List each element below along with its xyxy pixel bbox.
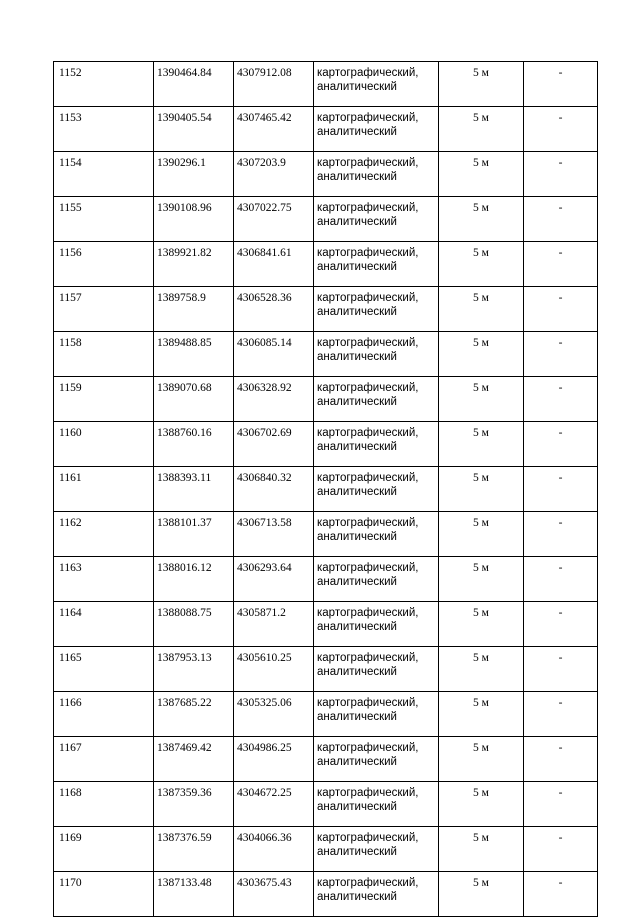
accuracy-cell: 5 м (439, 647, 524, 692)
method-cell (314, 107, 439, 152)
method-cell (314, 692, 439, 737)
method-line-1: картографический, (317, 202, 419, 214)
accuracy-cell: 5 м (439, 197, 524, 242)
method-line-2: аналитический (317, 891, 397, 903)
y-coordinate-cell: 4306840.32 (234, 467, 314, 512)
point-number-cell: 1170 (54, 872, 154, 917)
method-line-2: аналитический (317, 531, 397, 543)
x-coordinate-cell: 1390108.96 (154, 197, 234, 242)
method-line-2: аналитический (317, 126, 397, 138)
point-number-cell: 1160 (54, 422, 154, 467)
note-cell: - (524, 287, 598, 332)
method-line-2: аналитический (317, 81, 397, 93)
method-line-2: аналитический (317, 711, 397, 723)
method-cell (314, 737, 439, 782)
accuracy-cell: 5 м (439, 62, 524, 107)
method-cell (314, 287, 439, 332)
method-line-1: картографический, (317, 877, 419, 889)
table-row (54, 242, 598, 287)
method-line-1: картографический, (317, 517, 419, 529)
method-line-1: картографический, (317, 607, 419, 619)
method-cell (314, 197, 439, 242)
method-cell (314, 377, 439, 422)
x-coordinate-cell: 1390405.54 (154, 107, 234, 152)
x-coordinate-cell: 1387376.59 (154, 827, 234, 872)
method-line-1: картографический, (317, 562, 419, 574)
point-number-cell: 1154 (54, 152, 154, 197)
table-row (54, 737, 598, 782)
note-cell: - (524, 422, 598, 467)
note-cell: - (524, 197, 598, 242)
note-cell: - (524, 692, 598, 737)
x-coordinate-cell: 1389921.82 (154, 242, 234, 287)
method-line-1: картографический, (317, 292, 419, 304)
table-row (54, 602, 598, 647)
y-coordinate-cell: 4304672.25 (234, 782, 314, 827)
y-coordinate-cell: 4307022.75 (234, 197, 314, 242)
y-coordinate-cell: 4306841.61 (234, 242, 314, 287)
point-number-cell: 1167 (54, 737, 154, 782)
point-number-cell: 1159 (54, 377, 154, 422)
method-line-1: картографический, (317, 337, 419, 349)
method-cell (314, 512, 439, 557)
method-line-1: картографический, (317, 697, 419, 709)
y-coordinate-cell: 4305610.25 (234, 647, 314, 692)
note-cell: - (524, 467, 598, 512)
accuracy-cell: 5 м (439, 692, 524, 737)
coordinates-table (53, 61, 598, 917)
x-coordinate-cell: 1388088.75 (154, 602, 234, 647)
table-row (54, 782, 598, 827)
note-cell: - (524, 827, 598, 872)
x-coordinate-cell: 1388016.12 (154, 557, 234, 602)
method-line-2: аналитический (317, 801, 397, 813)
method-line-1: картографический, (317, 472, 419, 484)
table-row (54, 62, 598, 107)
note-cell: - (524, 512, 598, 557)
method-cell (314, 62, 439, 107)
point-number-cell: 1162 (54, 512, 154, 557)
x-coordinate-cell: 1387133.48 (154, 872, 234, 917)
note-cell: - (524, 737, 598, 782)
point-number-cell: 1153 (54, 107, 154, 152)
y-coordinate-cell: 4306713.58 (234, 512, 314, 557)
method-cell (314, 782, 439, 827)
method-line-1: картографический, (317, 67, 419, 79)
y-coordinate-cell: 4303675.43 (234, 872, 314, 917)
x-coordinate-cell: 1387685.22 (154, 692, 234, 737)
note-cell: - (524, 377, 598, 422)
method-line-1: картографический, (317, 742, 419, 754)
method-line-1: картографический, (317, 157, 419, 169)
table-row (54, 512, 598, 557)
x-coordinate-cell: 1389758.9 (154, 287, 234, 332)
point-number-cell: 1155 (54, 197, 154, 242)
table-row (54, 332, 598, 377)
x-coordinate-cell: 1387359.36 (154, 782, 234, 827)
table-row (54, 467, 598, 512)
method-line-2: аналитический (317, 621, 397, 633)
method-line-1: картографический, (317, 427, 419, 439)
table-row (54, 647, 598, 692)
method-cell (314, 647, 439, 692)
point-number-cell: 1166 (54, 692, 154, 737)
note-cell: - (524, 242, 598, 287)
y-coordinate-cell: 4305325.06 (234, 692, 314, 737)
x-coordinate-cell: 1389070.68 (154, 377, 234, 422)
y-coordinate-cell: 4307465.42 (234, 107, 314, 152)
accuracy-cell: 5 м (439, 827, 524, 872)
x-coordinate-cell: 1388393.11 (154, 467, 234, 512)
accuracy-cell: 5 м (439, 152, 524, 197)
point-number-cell: 1163 (54, 557, 154, 602)
method-line-2: аналитический (317, 486, 397, 498)
method-cell (314, 242, 439, 287)
method-line-2: аналитический (317, 846, 397, 858)
y-coordinate-cell: 4306328.92 (234, 377, 314, 422)
method-line-1: картографический, (317, 832, 419, 844)
method-line-1: картографический, (317, 652, 419, 664)
method-cell (314, 467, 439, 512)
method-line-2: аналитический (317, 396, 397, 408)
y-coordinate-cell: 4306085.14 (234, 332, 314, 377)
method-line-2: аналитический (317, 756, 397, 768)
accuracy-cell: 5 м (439, 332, 524, 377)
accuracy-cell: 5 м (439, 512, 524, 557)
note-cell: - (524, 332, 598, 377)
y-coordinate-cell: 4306528.36 (234, 287, 314, 332)
method-line-1: картографический, (317, 247, 419, 259)
table-row (54, 827, 598, 872)
x-coordinate-cell: 1387953.13 (154, 647, 234, 692)
point-number-cell: 1157 (54, 287, 154, 332)
y-coordinate-cell: 4307912.08 (234, 62, 314, 107)
note-cell: - (524, 107, 598, 152)
method-cell (314, 422, 439, 467)
accuracy-cell: 5 м (439, 782, 524, 827)
method-line-1: картографический, (317, 112, 419, 124)
x-coordinate-cell: 1387469.42 (154, 737, 234, 782)
point-number-cell: 1152 (54, 62, 154, 107)
note-cell: - (524, 62, 598, 107)
note-cell: - (524, 602, 598, 647)
accuracy-cell: 5 м (439, 377, 524, 422)
point-number-cell: 1168 (54, 782, 154, 827)
accuracy-cell: 5 м (439, 737, 524, 782)
table-row (54, 422, 598, 467)
method-cell (314, 152, 439, 197)
point-number-cell: 1165 (54, 647, 154, 692)
table-row (54, 377, 598, 422)
table-row (54, 152, 598, 197)
y-coordinate-cell: 4304066.36 (234, 827, 314, 872)
y-coordinate-cell: 4306293.64 (234, 557, 314, 602)
point-number-cell: 1169 (54, 827, 154, 872)
method-line-1: картографический, (317, 382, 419, 394)
accuracy-cell: 5 м (439, 242, 524, 287)
method-cell (314, 602, 439, 647)
method-line-2: аналитический (317, 666, 397, 678)
x-coordinate-cell: 1389488.85 (154, 332, 234, 377)
coordinates-table-body (54, 62, 598, 917)
point-number-cell: 1158 (54, 332, 154, 377)
table-row (54, 872, 598, 917)
accuracy-cell: 5 м (439, 602, 524, 647)
note-cell: - (524, 647, 598, 692)
table-row (54, 692, 598, 737)
y-coordinate-cell: 4307203.9 (234, 152, 314, 197)
note-cell: - (524, 152, 598, 197)
accuracy-cell: 5 м (439, 287, 524, 332)
method-line-2: аналитический (317, 261, 397, 273)
y-coordinate-cell: 4304986.25 (234, 737, 314, 782)
accuracy-cell: 5 м (439, 872, 524, 917)
table-row (54, 287, 598, 332)
x-coordinate-cell: 1388101.37 (154, 512, 234, 557)
method-line-2: аналитический (317, 441, 397, 453)
method-line-1: картографический, (317, 787, 419, 799)
x-coordinate-cell: 1390464.84 (154, 62, 234, 107)
x-coordinate-cell: 1388760.16 (154, 422, 234, 467)
note-cell: - (524, 557, 598, 602)
y-coordinate-cell: 4306702.69 (234, 422, 314, 467)
method-cell (314, 827, 439, 872)
y-coordinate-cell: 4305871.2 (234, 602, 314, 647)
point-number-cell: 1164 (54, 602, 154, 647)
method-line-2: аналитический (317, 351, 397, 363)
table-row (54, 107, 598, 152)
method-cell (314, 872, 439, 917)
x-coordinate-cell: 1390296.1 (154, 152, 234, 197)
method-line-2: аналитический (317, 171, 397, 183)
note-cell: - (524, 782, 598, 827)
method-line-2: аналитический (317, 576, 397, 588)
accuracy-cell: 5 м (439, 107, 524, 152)
method-line-2: аналитический (317, 306, 397, 318)
accuracy-cell: 5 м (439, 557, 524, 602)
method-line-2: аналитический (317, 216, 397, 228)
method-cell (314, 557, 439, 602)
table-row (54, 557, 598, 602)
accuracy-cell: 5 м (439, 422, 524, 467)
point-number-cell: 1156 (54, 242, 154, 287)
table-row (54, 197, 598, 242)
note-cell: - (524, 872, 598, 917)
accuracy-cell: 5 м (439, 467, 524, 512)
point-number-cell: 1161 (54, 467, 154, 512)
method-cell (314, 332, 439, 377)
